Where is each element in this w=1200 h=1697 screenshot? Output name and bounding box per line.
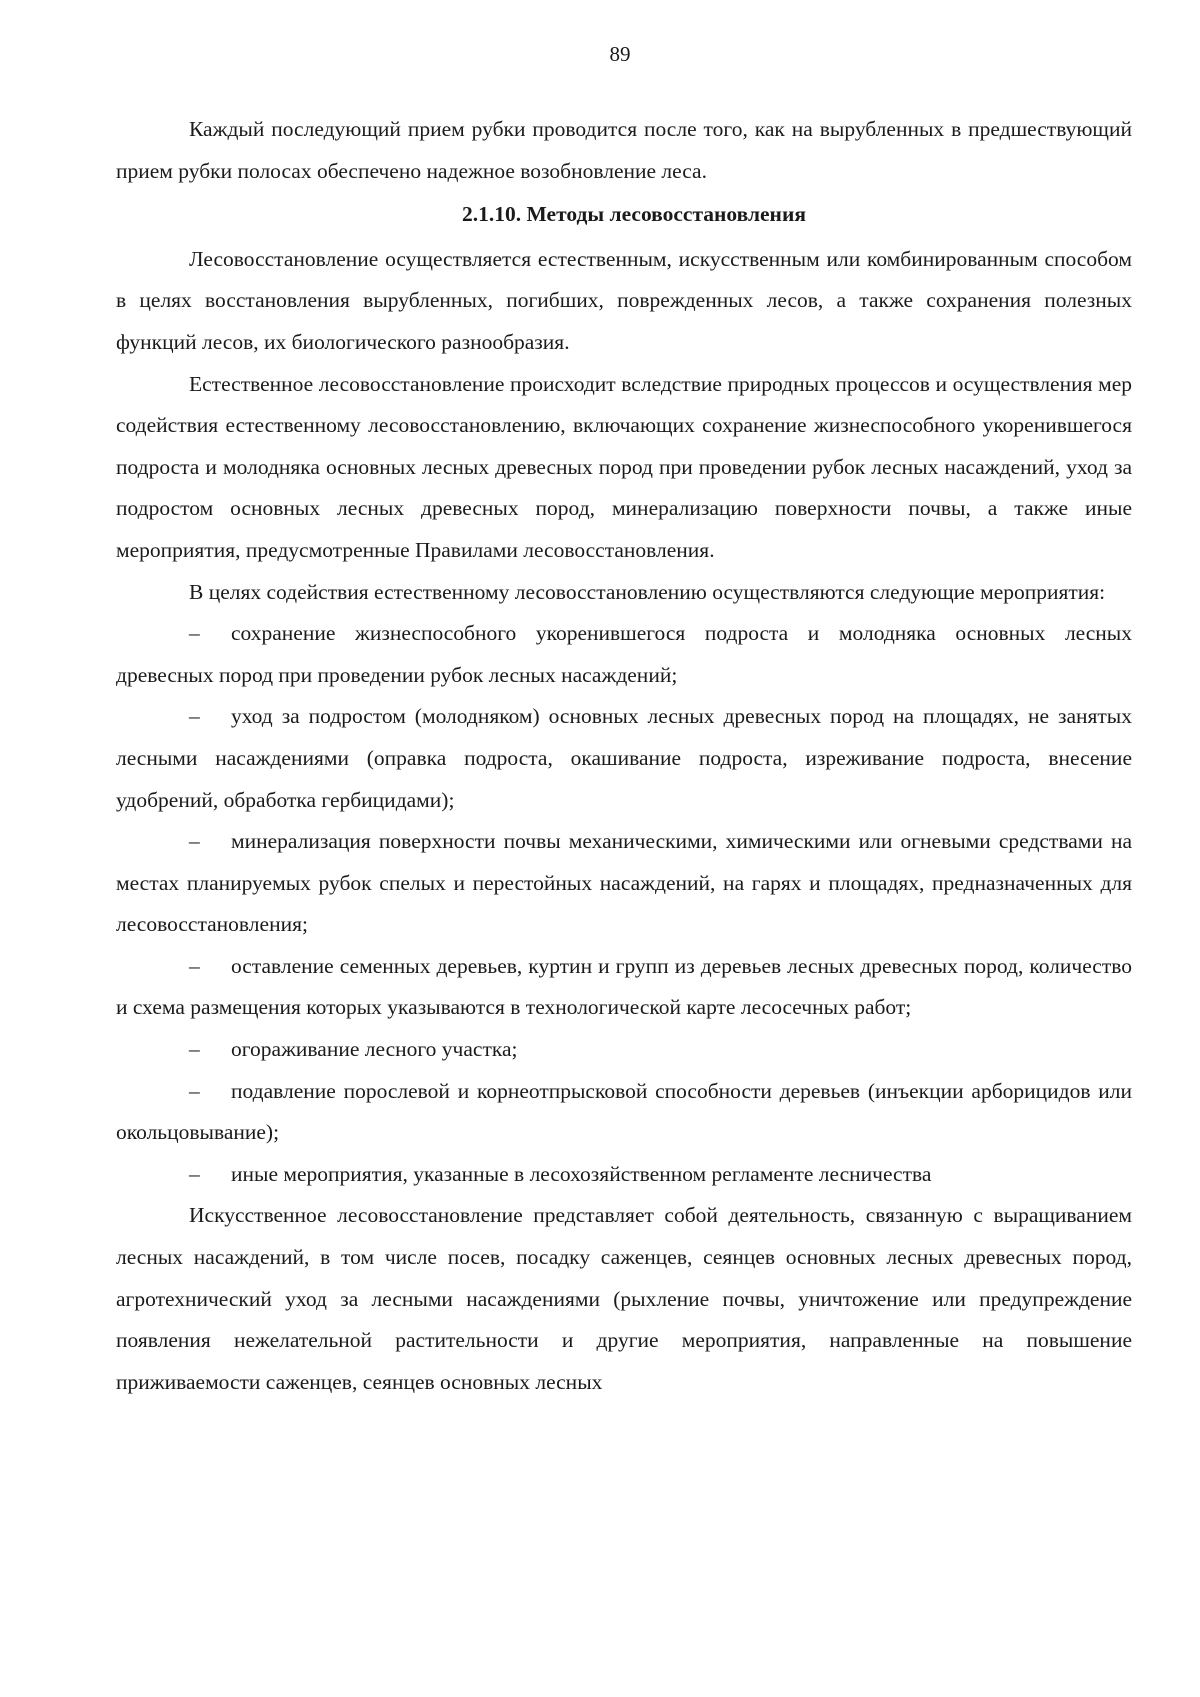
paragraph: Искусственное лесовосстановление представляет собой деятельность, связанную с выращиванием лесных насаждений, в том числе посев, посадку саженцев, сеянцев основных лесных древесных пород, агротехнический уход за лесными насаждениями (рыхление почвы, уничтожение или предупреждение появления нежелательной растительности и другие мероприятия, направленные на повышение приживаемости саженцев, сеянцев основных лесных — [116, 1203, 1132, 1394]
list-item — [116, 1071, 1132, 1154]
paragraph: В целях содействия естественному лесовосстановлению осуществляются следующие мероприятия: — [189, 579, 1106, 604]
list-item — [116, 1029, 1132, 1071]
paragraph: Естественное лесовосстановление происходит вследствие природных процессов и осуществления мер содействия естественному лесовосстановлению, включающих сохранение жизнеспособного укоренившегося подроста и молодняка основных лесных древесных пород при проведении рубок лесных насаждений, уход за подростом основных лесных древесных пород, минерализацию поверхности почвы, а также иные мероприятия, предусмотренные Правилами лесовосстановления. — [116, 371, 1132, 562]
list-item — [116, 946, 1132, 1029]
paragraph: Каждый последующий прием рубки проводится после того, как на вырубленных в предшествующий прием рубки полосах обеспечено надежное возобновление леса. — [116, 117, 1132, 183]
list-item-text: уход за подростом (молодняком) основных лесных древесных пород на площадях, не занятых лесными насаждениями (оправка подроста, окашивание подроста, изреживание подроста, внесение удобрений, обработка гербицидами); — [116, 704, 1132, 812]
list-dash: – — [189, 621, 200, 646]
list-item-text: подавление порослевой и корнеотпрысковой способности деревьев (инъекции арборицидов или окольцовывание); — [116, 1078, 1132, 1145]
list-dash: – — [189, 1037, 200, 1062]
list-item — [116, 1154, 1132, 1196]
list-item — [116, 613, 1132, 696]
list-dash: – — [189, 1161, 200, 1186]
list-item-text: оставление семенных деревьев, куртин и групп из деревьев лесных древесных пород, количество и схема размещения которых указываются в технологической карте лесосечных работ; — [116, 953, 1132, 1020]
body-text — [116, 109, 1132, 1403]
list-item — [116, 696, 1132, 821]
list-item-text: иные мероприятия, указанные в лесохозяйственном регламенте лесничества — [231, 1161, 932, 1186]
list-item-text: огораживание лесного участка; — [231, 1037, 518, 1062]
list-dash: – — [189, 829, 200, 854]
list-item — [116, 821, 1132, 946]
list-dash: – — [189, 1078, 200, 1103]
section-heading: 2.1.10. Методы лесовосстановления — [462, 202, 806, 227]
list-item-text: минерализация поверхности почвы механическими, химическими или огневыми средствами на местах планируемых рубок спелых и перестойных насаждений, на гарях и площадях, предназначенных для лесовосстановления; — [116, 829, 1132, 937]
list-dash: – — [189, 953, 200, 978]
paragraph: Лесовосстановление осуществляется естественным, искусственным или комбинированным способом в целях восстановления вырубленных, погибших, поврежденных лесов, а также сохранения полезных функций лесов, их биологического разнообразия. — [116, 246, 1132, 354]
list-item-text: сохранение жизнеспособного укоренившегося подроста и молодняка основных лесных древесных пород при проведении рубок лесных насаждений; — [116, 621, 1132, 687]
page-number: 89 — [609, 42, 631, 66]
list-dash: – — [189, 704, 200, 729]
